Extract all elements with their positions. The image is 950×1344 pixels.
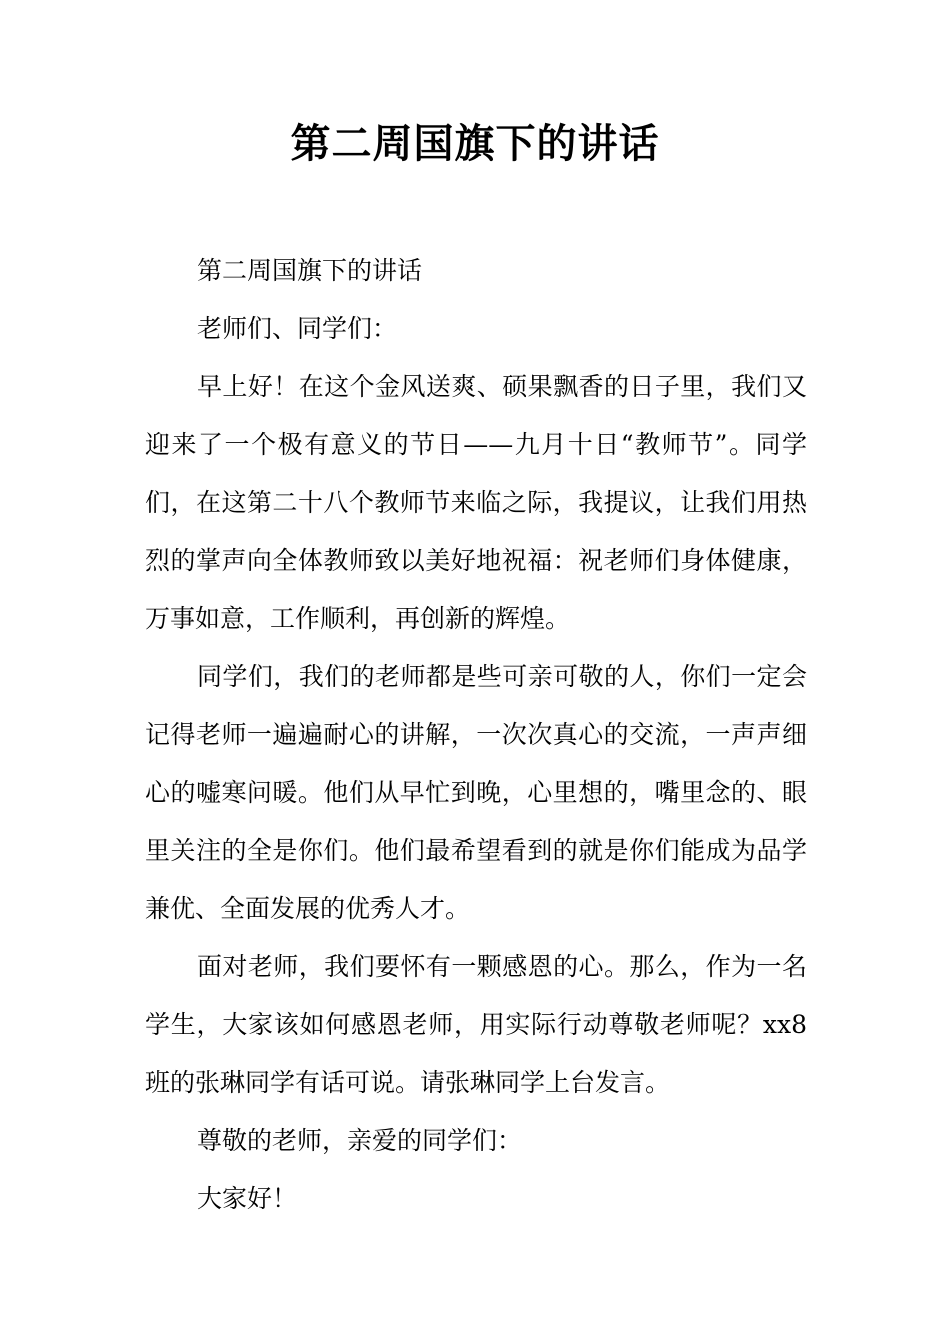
paragraph-speech-salutation: 尊敬的老师，亲爱的同学们： (197, 1126, 523, 1155)
paragraph-speech-greeting: 大家好！ (197, 1184, 298, 1213)
paragraph-salutation: 老师们、同学们： (197, 314, 398, 343)
document-title: 第二周国旗下的讲话 (290, 121, 660, 167)
paragraph-subtitle: 第二周国旗下的讲话 (197, 256, 423, 285)
paragraph-greeting: 早上好！在这个金风送爽、硕果飘香的日子里，我们又迎来了一个极有意义的节日——九月十日“教师节”。同学们，在这第二十八个教师节来临之际，我提议，让我们用热烈的掌声向全体教师致以美好地祝福：祝老师们身体健康，万事如意，工作顺利，再创新的辉煌。 (145, 372, 807, 633)
document-body (145, 242, 807, 1228)
paragraph-teachers: 同学们，我们的老师都是些可亲可敬的人，你们一定会记得老师一遍遍耐心的讲解，一次次真心的交流，一声声细心的嘘寒问暖。他们从早忙到晚，心里想的，嘴里念的、眼里关注的全是你们。他们最希望看到的就是你们能成为品学兼优、全面发展的优秀人才。 (145, 662, 807, 923)
paragraph-gratitude: 面对老师，我们要怀有一颗感恩的心。那么，作为一名学生，大家该如何感恩老师，用实际行动尊敬老师呢？xx8班的张琳同学有话可说。请张琳同学上台发言。 (145, 952, 807, 1097)
